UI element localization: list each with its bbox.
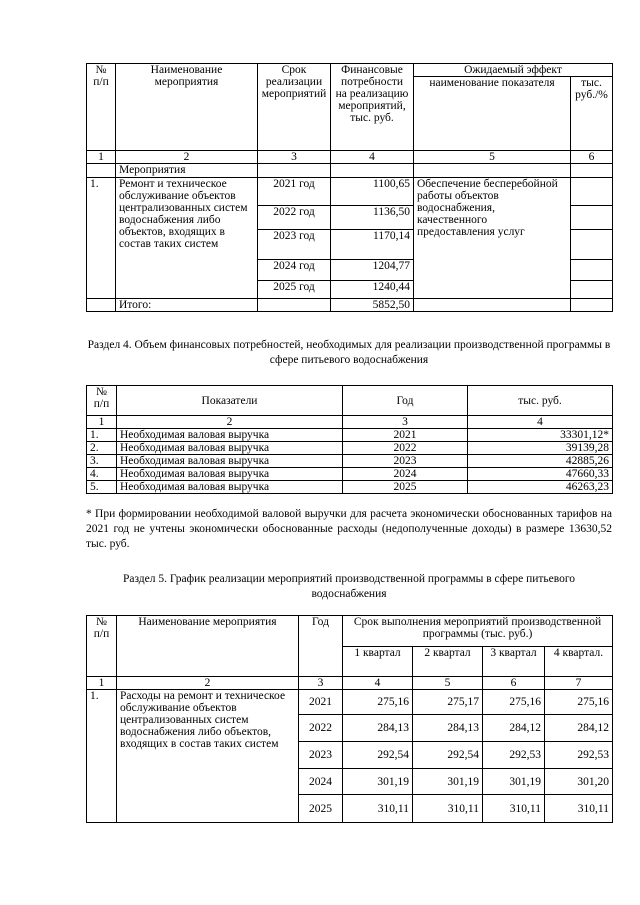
section4-heading: Раздел 4. Объем финансовых потребностей, необходимых для реализации производственной программы в сфере питьевого водоснабжения [87,339,611,366]
header-indicator: наименование показателя [414,77,571,151]
finance-value: 1100,65 [331,178,414,206]
q1-value: 275,16 [343,690,413,715]
col-number: 6 [483,677,545,690]
header-q1: 1 квартал [343,647,413,677]
q4-value: 275,16 [545,690,613,715]
finance-value: 1170,14 [331,230,414,260]
col-number: 4 [468,416,613,429]
q2-value: 301,19 [413,769,483,795]
row-year: 2025 [299,795,343,823]
header-q2: 2 квартал [413,647,483,677]
q2-value: 310,11 [413,795,483,823]
q1-value: 292,54 [343,742,413,769]
row-number: 1. [87,178,116,299]
header-term: Срок выполнения мероприятий производственной программы (тыс. руб.) [343,616,613,647]
row-value: 46263,23 [468,481,613,494]
row-number: 4. [87,468,117,481]
header-effect: Ожидаемый эффект [414,64,613,77]
row-year: 2023 [299,742,343,769]
schedule-table [86,615,613,823]
header-finance: Финансовые потребности на реализацию мероприятий, тыс. руб. [331,64,414,151]
footnote: * При формировании необходимой валовой выручки для расчета экономически обоснованных тарифов на 2021 год не учтены экономически обоснованные расходы (недополученные доходы) в размере 13630,52 тыс. руб. [86,508,612,550]
header-num: № п/п [87,616,117,677]
q3-value: 284,12 [483,715,545,742]
row-value: 47660,33 [468,468,613,481]
row-number: 1. [87,429,117,442]
header-indicator: Показатели [117,386,343,416]
col-number: 3 [258,151,331,164]
row-year: 2023 [343,455,468,468]
col-number: 3 [299,677,343,690]
header-unit: тыс. руб./% [571,77,613,151]
header-value: тыс. руб. [468,386,613,416]
header-num: № п/п [87,64,116,151]
header-q3: 3 квартал [483,647,545,677]
q1-value: 301,19 [343,769,413,795]
header-year: Год [299,616,343,677]
header-year: Год [343,386,468,416]
row-indicator: Необходимая валовая выручка [117,455,343,468]
q4-value: 310,11 [545,795,613,823]
table-row [87,481,613,494]
col-number: 4 [331,151,414,164]
expense-name: Расходы на ремонт и техническое обслуживание объектов централизованных систем водоснабжения либо объектов, входящих в состав таких систем [117,690,299,823]
table-row [87,468,613,481]
q3-value: 292,53 [483,742,545,769]
finance-value: 1240,44 [331,281,414,299]
q4-value: 292,53 [545,742,613,769]
col-number: 1 [87,677,117,690]
year-cell: 2022 год [258,206,331,230]
year-cell: 2025 год [258,281,331,299]
col-number: 2 [117,416,343,429]
col-number: 5 [414,151,571,164]
section5-heading: Раздел 5. График реализации мероприятий производственной программы в сфере питьевого водоснабжения [122,573,576,600]
row-year: 2022 [299,715,343,742]
measures-table [86,63,613,312]
col-number: 4 [343,677,413,690]
total-value: 5852,50 [331,299,414,312]
q2-value: 275,17 [413,690,483,715]
col-number: 2 [117,677,299,690]
section-label: Мероприятия [116,164,258,178]
col-number: 5 [413,677,483,690]
year-cell: 2023 год [258,230,331,260]
col-number: 1 [87,416,117,429]
finance-value: 1136,50 [331,206,414,230]
table-row [87,690,613,715]
header-num: № п/п [87,386,117,416]
header-name: Наименование мероприятия [117,616,299,677]
row-year: 2025 [343,481,468,494]
col-number: 7 [545,677,613,690]
year-cell: 2024 год [258,260,331,281]
q3-value: 275,16 [483,690,545,715]
row-number: 2. [87,442,117,455]
row-indicator: Необходимая валовая выручка [117,429,343,442]
effect-description: Обеспечение бесперебойной работы объектов водоснабжения, качественного предоставления услуг [414,178,571,299]
row-number: 3. [87,455,117,468]
row-number: 1. [87,690,117,823]
row-value: 33301,12* [468,429,613,442]
q1-value: 284,13 [343,715,413,742]
row-year: 2021 [343,429,468,442]
row-year: 2024 [343,468,468,481]
row-value: 39139,28 [468,442,613,455]
row-indicator: Необходимая валовая выручка [117,468,343,481]
row-number: 5. [87,481,117,494]
row-value: 42885,26 [468,455,613,468]
row-year: 2022 [343,442,468,455]
q3-value: 310,11 [483,795,545,823]
header-term: Срок реализации мероприятий [258,64,331,151]
q2-value: 284,13 [413,715,483,742]
measure-name: Ремонт и техническое обслуживание объектов централизованных систем водоснабжения либо объектов, входящих в состав таких систем [116,178,258,299]
q3-value: 301,19 [483,769,545,795]
revenue-table [86,385,613,494]
row-indicator: Необходимая валовая выручка [117,442,343,455]
q4-value: 301,20 [545,769,613,795]
header-q4: 4 квартал. [545,647,613,677]
finance-value: 1204,77 [331,260,414,281]
total-label: Итого: [116,299,258,312]
header-name: Наименование мероприятия [116,64,258,151]
table-row [87,455,613,468]
col-number: 1 [87,151,116,164]
row-year: 2024 [299,769,343,795]
q4-value: 284,12 [545,715,613,742]
row-indicator: Необходимая валовая выручка [117,481,343,494]
year-cell: 2021 год [258,178,331,206]
col-number: 6 [571,151,613,164]
q1-value: 310,11 [343,795,413,823]
row-year: 2021 [299,690,343,715]
col-number: 3 [343,416,468,429]
table-row [87,429,613,442]
col-number: 2 [116,151,258,164]
q2-value: 292,54 [413,742,483,769]
table-row [87,442,613,455]
